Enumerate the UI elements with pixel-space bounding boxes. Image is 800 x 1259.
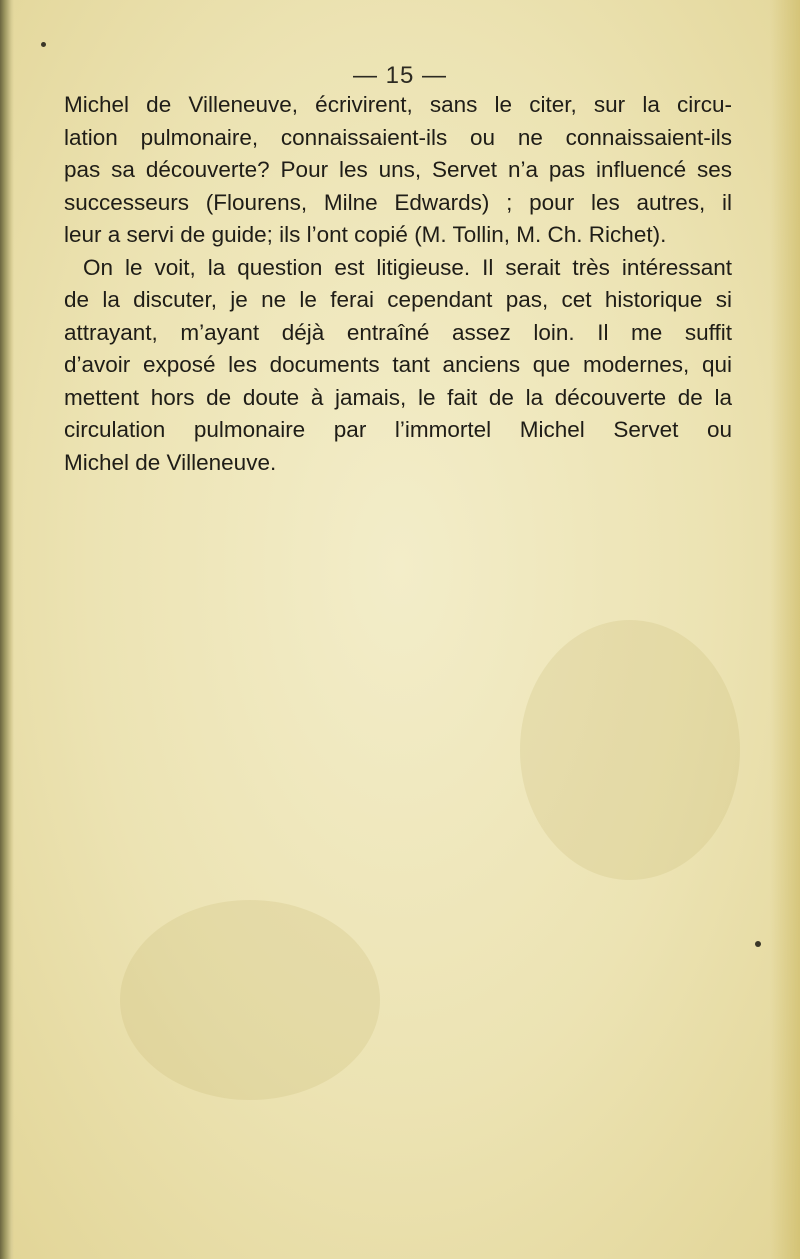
- ink-speck: [41, 42, 46, 47]
- text-line: mettent hors de doute à jamais, le fait de la découverte de la: [64, 384, 732, 410]
- text-line: Michel de Villeneuve, écrivirent, sans le citer, sur la circu-: [64, 92, 732, 117]
- page-number: — 15 —: [352, 62, 448, 89]
- page-binding-shadow: [0, 0, 14, 1259]
- text-line: lation pulmonaire, connaissaient-ils ou ne connaissaient-ils: [64, 124, 732, 150]
- text-line: circulation pulmonaire par l’immortel Michel Servet ou: [64, 417, 732, 442]
- ink-speck: [755, 941, 761, 947]
- text-line: Michel de Villeneuve.: [64, 449, 277, 475]
- page-edge-tint: [770, 0, 800, 1259]
- text-line: successeurs (Flourens, Milne Edwards) ; pour les autres, il: [64, 189, 732, 215]
- text-line: d’avoir exposé les documents tant anciens que modernes, qui: [64, 352, 732, 377]
- body-text: [64, 89, 732, 479]
- text-line: pas sa découverte? Pour les uns, Servet n’a pas influencé ses: [64, 157, 732, 182]
- text-line: de la discuter, je ne le ferai cependant pas, cet historique si: [64, 287, 732, 312]
- text-line: attrayant, m’ayant déjà entraîné assez loin. Il me suffit: [64, 319, 732, 345]
- paper-stain: [520, 620, 740, 880]
- text-line: On le voit, la question est litigieuse. Il serait très intéressant: [83, 254, 732, 280]
- text-line: leur a servi de guide; ils l’ont copié (M. Tollin, M. Ch. Richet).: [64, 222, 667, 247]
- paper-stain: [120, 900, 380, 1100]
